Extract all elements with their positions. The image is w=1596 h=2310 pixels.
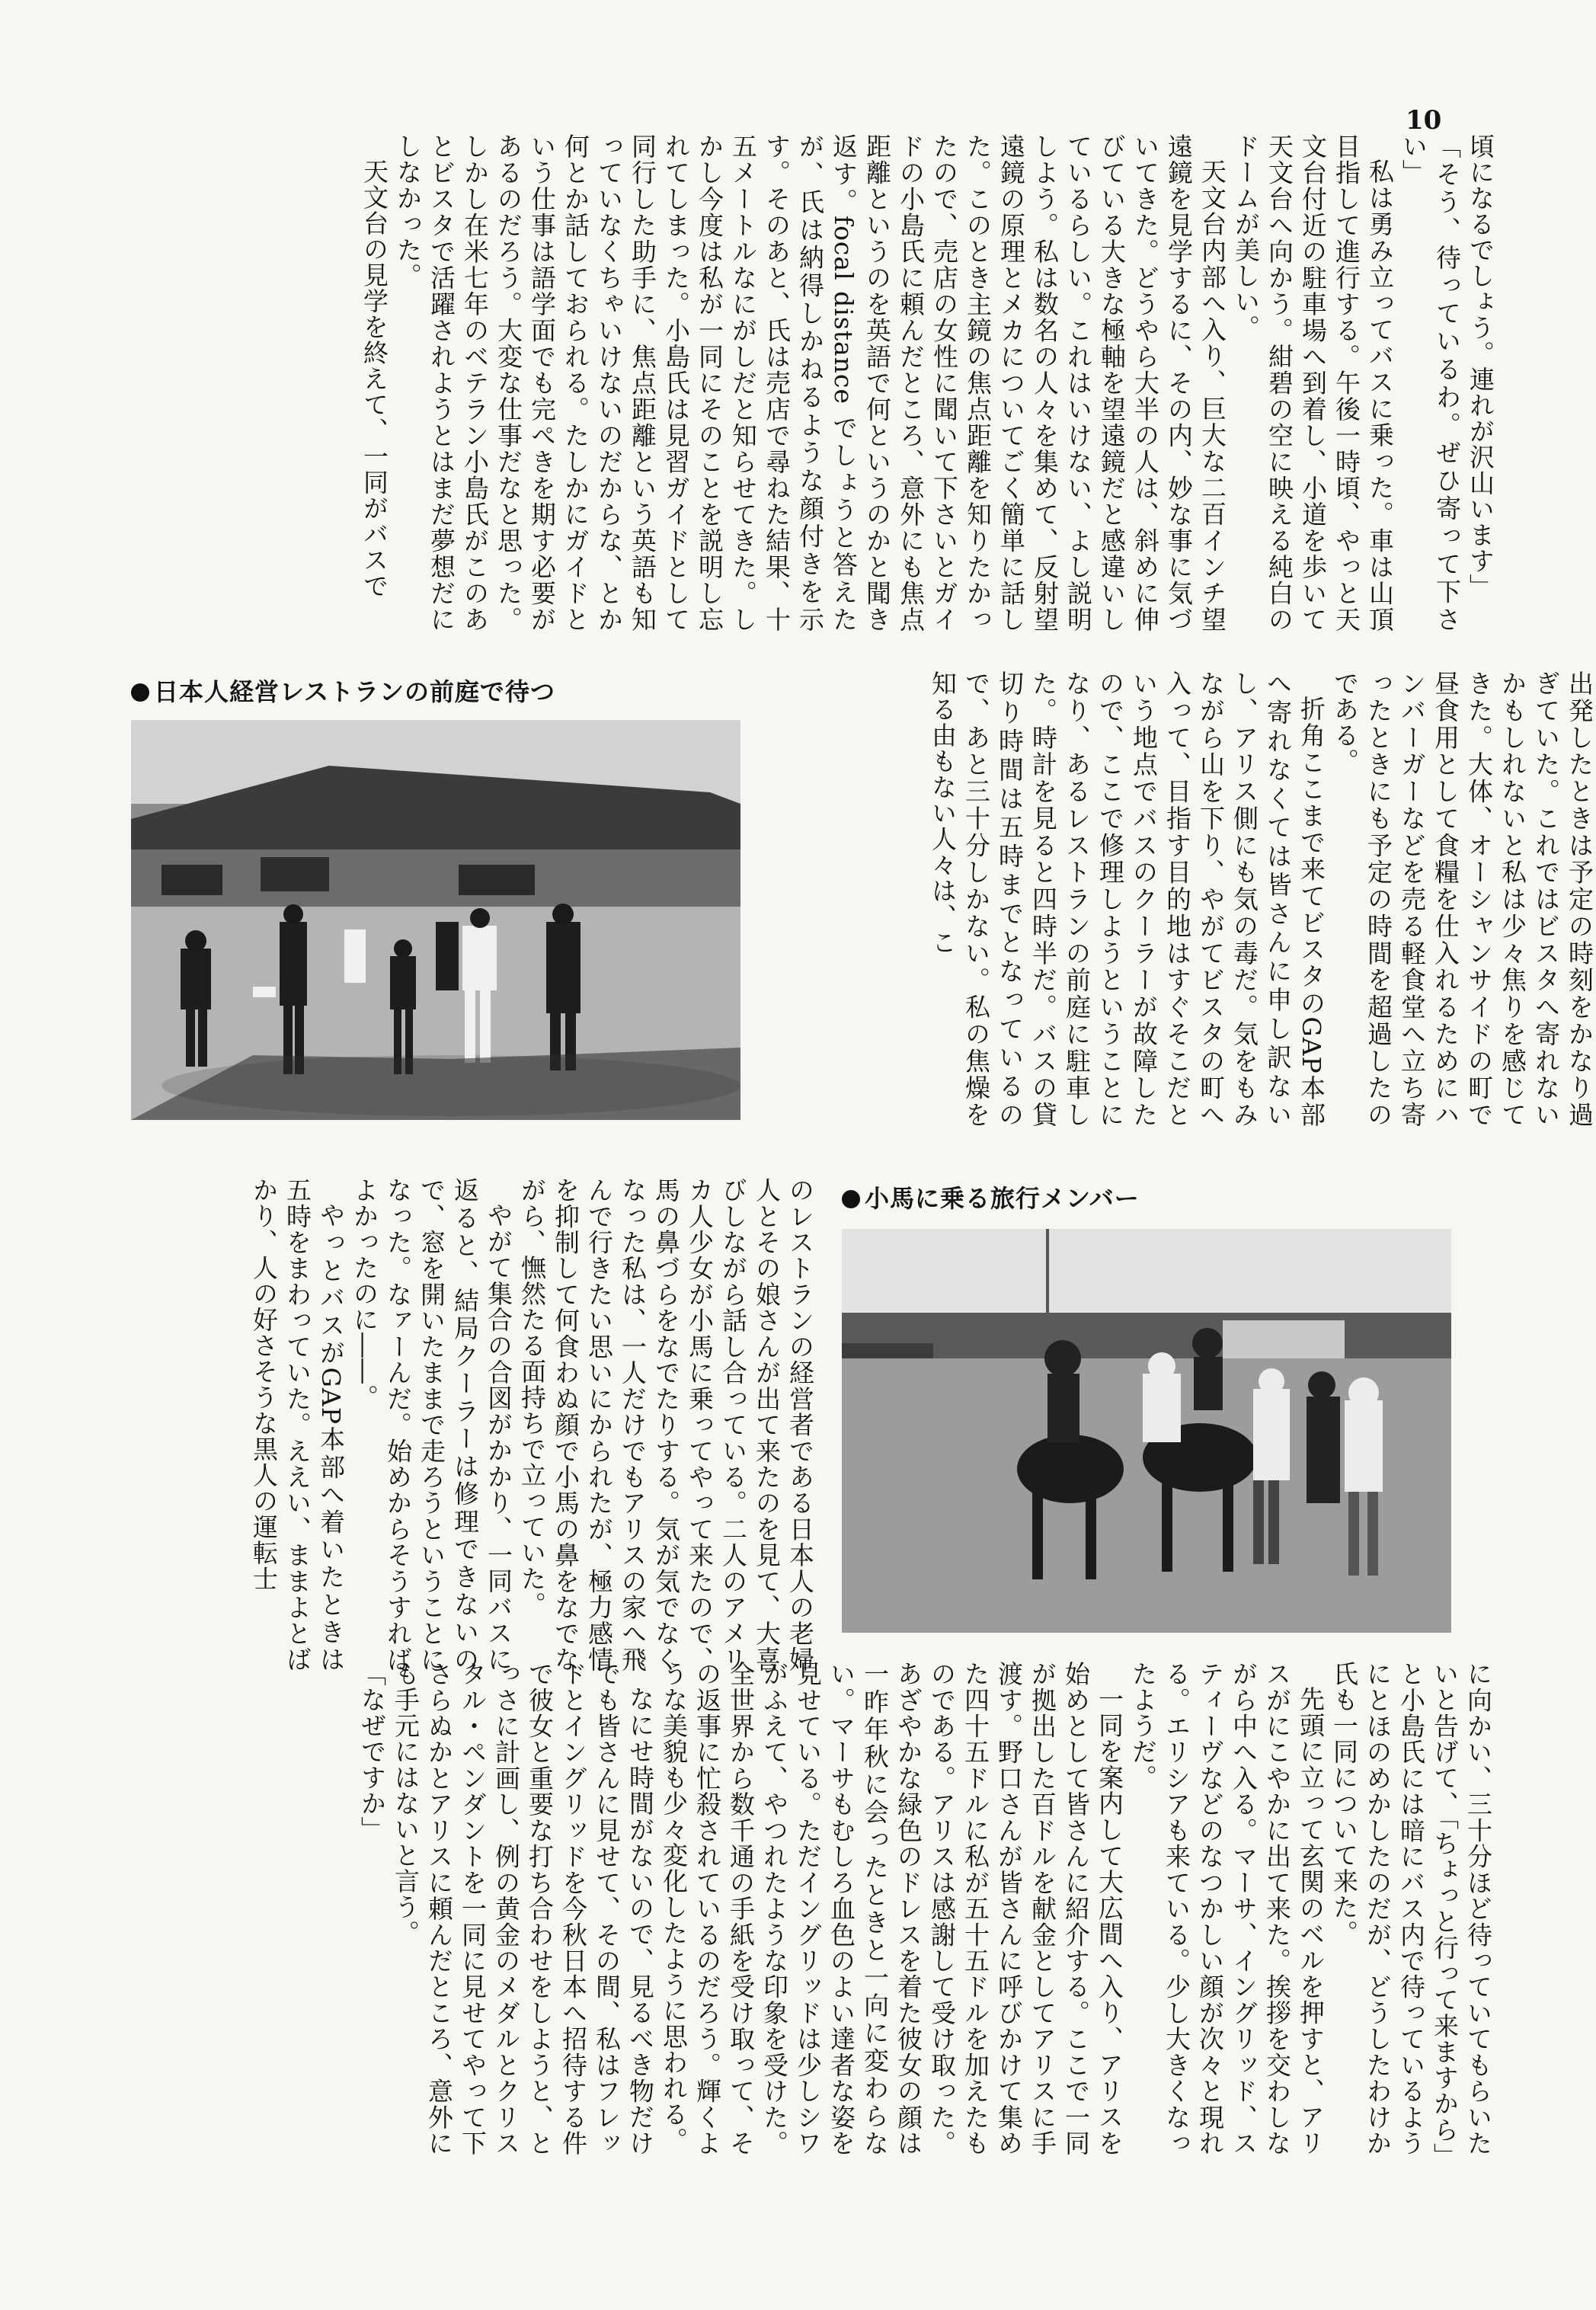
paragraph: やがて集合の合図がかかり、一同バスに返ると、結局クーラーは修理できないので、窓を開いたままで走ろうということになった。なァーんだ。始めからそうすればよかったのに――。 <box>350 1177 513 1672</box>
paragraph: のレストランの経営者である日本人の老婦人とその娘さんが出て来たのを見て、大喜びしながら話し合っている。二人のアメリカ人少女が小馬に乗ってやって来たので、馬の鼻づらをなでたりする。気が気でなくなった私は、一人だけでもアリスの家へ飛んで行きたい思いにかられたが、極力感情を抑制して何食わぬ顔で小馬の鼻をなでながら、憮然たる面持ちで立っていた。 <box>517 1177 815 1672</box>
paragraph: 出発したときは予定の時刻をかなり過ぎていた。これではビスタへ寄れないかもしれないと私は少々焦りを感じてきた。大体、オーシャンサイドの町で昼食用として食糧を仕入れるためにハンバーガーなどを売る軽食堂へ立ち寄ったときにも予定の時間を超過したのである。 <box>1330 670 1594 1128</box>
paragraph: 一同を案内して大広間へ入り、アリスを始めとして皆さんに紹介する。ここで一同が拠出した百ドルを献金としてアリスに手渡す。野口さんが皆さんに呼びかけて集めた四十五ドルに私が五十五ドルを加えたものである。アリスは感謝して受け取った。あざやかな緑色のドレスを着た彼女の顔は一昨年秋に会ったときと一向に変わらない。マーサもむしろ血色のよい達者な姿を見せている。ただイングリッドは少しシワがふえて、やつれたような印象を受けた。全世界から数千通の手紙を受け取って、その返事に忙殺されているのだろう。輝くような美貌も少々変化したように思われる。 <box>659 1661 1124 2156</box>
text-block-middle-left <box>766 670 1596 1128</box>
photo-caption-ponies: 小馬に乗る旅行メンバー <box>842 1179 1140 1214</box>
text-block-bottom <box>131 1661 1495 2156</box>
photo-restaurant-courtyard <box>131 720 740 1120</box>
text-block-top-right <box>133 133 1497 632</box>
bullet-icon <box>131 683 149 702</box>
paragraph: なにせ時間がないので、見るべき物だけでも皆さんに見せて、その間、私はフレッドとイングリッドを今秋日本へ招待する件で彼女と重要な打ち合わせをしようと、とっさに計画し、例の黄金のメダルとクリスタル・ペンダントを一同に見せてやって下さらぬかとアリスに頼んだところ、意外にも手元にはないと言う。 <box>391 1661 655 2156</box>
paragraph: 先頭に立って玄関のベルを押すと、アリスがにこやかに出て来た。挨拶を交わしながら中へ入る。マーサ、イングリッド、スティーヴなどのなつかしい顔が次々と現れる。エリシアも来ている。少し大きくなったようだ。 <box>1128 1661 1326 2156</box>
paragraph: 天文台の見学を終えて、一同がバスで <box>360 158 389 599</box>
paragraph: 私は勇み立ってバスに乗った。車は山頂目指して進行する。午後一時頃、やっと天文台付近の駐車場へ到着し、小道を歩いて天文台へ向かう。紺碧の空に映える純白のドームが美しい。 <box>1231 133 1395 632</box>
paragraph: 天文台内部へ入り、巨大な二百インチ望遠鏡を見学するに、その内、妙な事に気づいてきた。どうやら大半の人は、斜めに伸びている大きな極軸を望遠鏡だと感違いしているらしい。これはいけない、よし説明しよう。私は数名の人々を集めて、反射望遠鏡の原理とメカについてごく簡単に話した。このとき主鏡の焦点距離を知りたかったので、売店の女性に聞いて下さいとガイドの小島氏に頼んだところ、意外にも焦点距離というのを英語で何というのかと聞き返す。focal distance でしょうと答えたが、氏は納得しかねるような顔付きを示す。そのあと、氏は売店で尋ねた結果、十五メートルなにがしだと知らせてきた。しかし今度は私が一同にそのことを説明し忘れてしまった。小島氏は見習ガイドとして同行した助手に、焦点距離という英語も知っていなくちゃいけないのだからな、とか何とか話しておられる。たしかにガイドという仕事は語学面でも完ぺきを期す必要があるのだろう。大変な仕事だなと思った。しかし在米七年のベテラン小島氏がこのあとビスタで活躍されようとはまだ夢想だにしなかった。 <box>393 133 1227 632</box>
paragraph: やっとバスがGAP本部へ着いたときは五時をまわっていた。ええい、ままよとばかり、人の好さそうな黒人の運転士 <box>249 1177 346 1672</box>
paragraph: 「なぜですか」 <box>357 1661 387 1842</box>
paragraph: 「そう、待っているわ。ぜひ寄って下さい」 <box>1399 133 1462 632</box>
paragraph: 折角ここまで来てビスタのGAP本部へ寄れなくては皆さんに申し訳ないし、アリス側にも気の毒だ。気をもみながら山を下り、やがてビスタの町へ入って、目指す目的地はすぐそこだという地点でバスのクーラーが故障したので、ここで修理しようということになり、あるレストランの前庭に駐車した。時計を見ると四時半だ。バスの貸切り時間は五時までとなっているので、あと三十分しかない。私の焦燥を知る由もない人々は、こ <box>928 670 1326 1128</box>
paragraph: に向かい、三十分ほど待っていてもらいたいと告げて、「ちょっと行って来ますから」と小島氏には暗にバス内で待っているようにとほのめかしたのだが、どうしたわけか氏も一同について来た。 <box>1329 1661 1493 2156</box>
photo-caption-restaurant: 日本人経営レストランの前庭で待つ <box>131 673 555 708</box>
text-block-bottom-right <box>131 1177 817 1672</box>
page-number: 10 <box>1406 105 1442 136</box>
paragraph: 頃になるでしょう。連れが沢山います」 <box>1466 133 1495 600</box>
bullet-icon <box>842 1190 860 1208</box>
photo-pony-riders <box>842 1229 1451 1633</box>
